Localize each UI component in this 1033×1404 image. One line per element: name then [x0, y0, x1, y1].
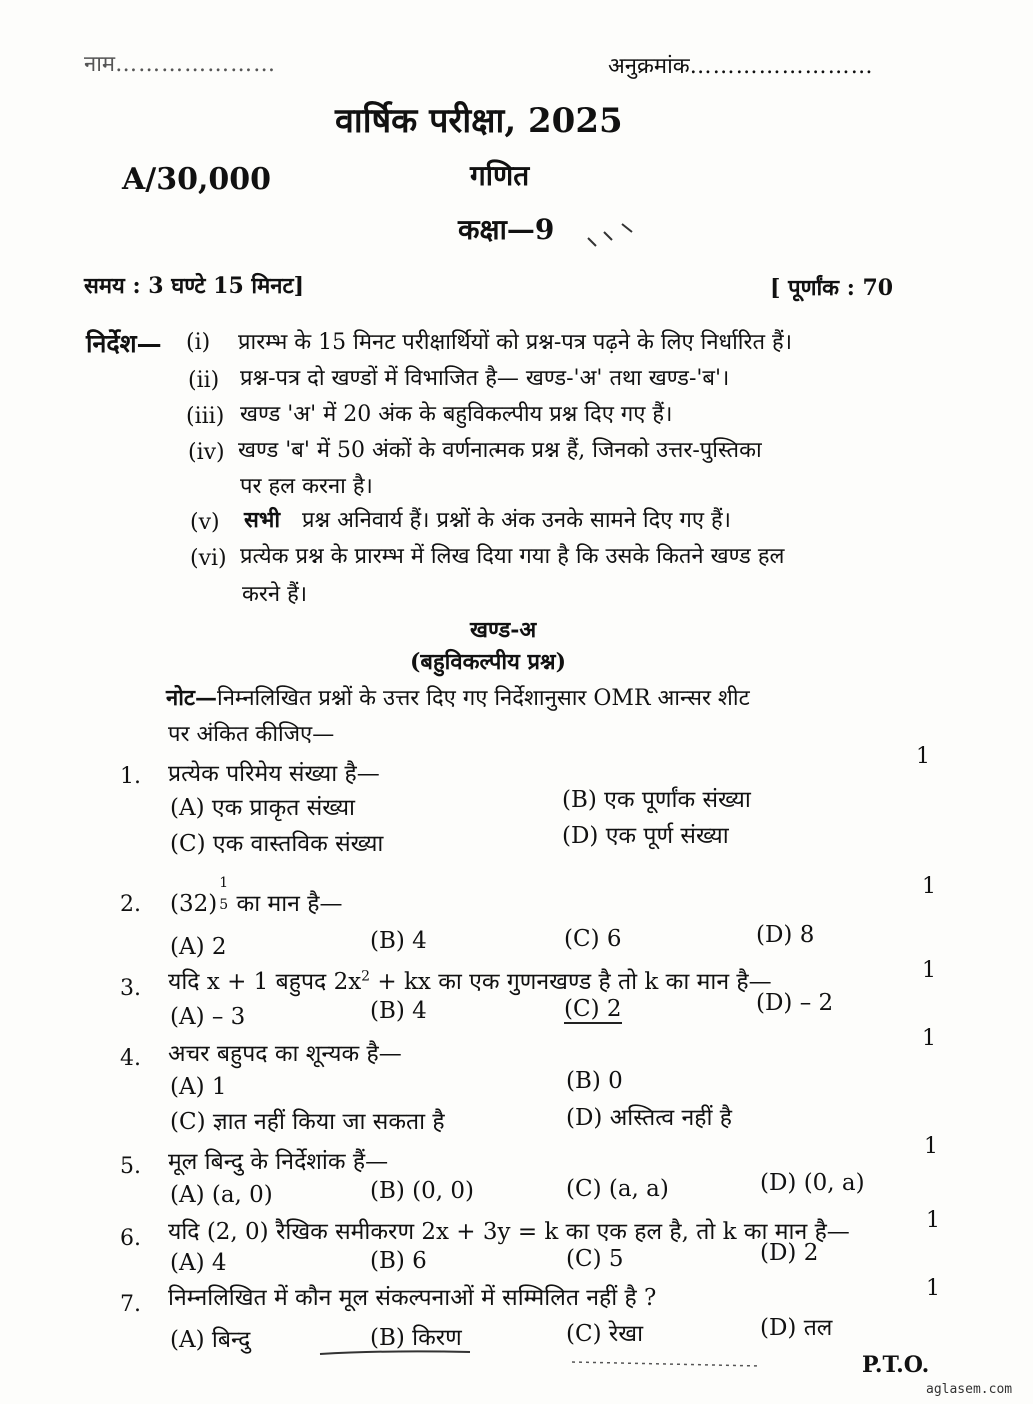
class-label: कक्षा—9	[458, 213, 555, 246]
instruction-num: (iv)	[188, 440, 225, 465]
instruction-text: प्रश्न-पत्र दो खण्डों में विभाजित है— खण्ड-'अ' तथा खण्ड-'ब'।	[240, 366, 730, 391]
question-number: 2.	[120, 892, 141, 917]
name-blank: …………………	[115, 52, 277, 77]
question-marks: 1	[922, 958, 936, 983]
paper-code: A/30,000	[122, 162, 272, 197]
exam-title: वार्षिक परीक्षा, 2025	[335, 101, 623, 141]
option-c: (C) (a, a)	[566, 1176, 669, 1202]
option-d: (D) तल	[760, 1315, 833, 1341]
dotted-stroke	[572, 1362, 760, 1366]
time-allowed: समय : 3 घण्टे 15 मिनट]	[84, 273, 304, 299]
question-text: प्रत्येक परिमेय संख्या है—	[168, 761, 380, 787]
instruction-text: खण्ड 'ब' में 50 अंकों के वर्णनात्मक प्रश्न हैं, जिनको उत्तर-पुस्तिका	[238, 438, 762, 463]
option-a: (A) बिन्दु	[170, 1327, 251, 1353]
instruction-text-cont: पर हल करना है।	[240, 474, 373, 499]
option-d: (D) एक पूर्ण संख्या	[562, 823, 729, 849]
instruction-text: प्रारम्भ के 15 मिनट परीक्षार्थियों को प्रश्न-पत्र पढ़ने के लिए निर्धारित हैं।	[238, 330, 793, 355]
max-marks: [ पूर्णांक : 70	[770, 275, 894, 301]
name-label-text: नाम	[84, 52, 116, 77]
question-number: 5.	[120, 1154, 141, 1179]
question-number: 6.	[120, 1226, 141, 1251]
question-text-part: यदि x + 1 बहुपद 2x	[168, 969, 362, 995]
question-number: 4.	[120, 1046, 141, 1071]
question-marks: 1	[926, 1208, 940, 1233]
fraction-denominator: 5	[219, 897, 229, 913]
option-b: (B) 4	[370, 928, 427, 954]
underline-stroke	[320, 1351, 470, 1354]
option-b: (B) (0, 0)	[370, 1178, 474, 1204]
option-c: (C) ज्ञात नहीं किया जा सकता है	[170, 1109, 445, 1135]
option-a: (A) (a, 0)	[170, 1182, 273, 1208]
option-a: (A) 4	[170, 1250, 227, 1276]
instruction-num: (ii)	[188, 368, 220, 393]
option-a: (A) 1	[170, 1074, 227, 1100]
option-a: (A) एक प्राकृत संख्या	[170, 795, 355, 821]
instruction-num: (i)	[186, 330, 211, 355]
instruction-num: (iii)	[186, 404, 225, 429]
question-text: यदि (2, 0) रैखिक समीकरण 2x + 3y = k का एक हल है, तो k का मान है—	[168, 1219, 850, 1245]
option-d: (D) – 2	[756, 990, 834, 1016]
option-b: (B) 0	[566, 1068, 623, 1094]
question-marks: 1	[922, 874, 936, 899]
question-marks: 1	[924, 1134, 938, 1159]
note-text: निम्नलिखित प्रश्नों के उत्तर दिए गए निर्देशानुसार OMR आन्सर शीट	[217, 686, 750, 711]
option-a: (A) – 3	[170, 1004, 246, 1030]
option-c: (C) 2	[564, 996, 622, 1022]
option-c: (C) रेखा	[566, 1321, 644, 1347]
option-c: (C) एक वास्तविक संख्या	[170, 831, 384, 857]
instruction-text: खण्ड 'अ' में 20 अंक के बहुविकल्पीय प्रश्न दिए गए हैं।	[240, 402, 673, 427]
option-a: (A) 2	[170, 934, 227, 960]
question-text: निम्नलिखित में कौन मूल संकल्पनाओं में सम्मिलित नहीं है ?	[168, 1285, 657, 1311]
instruction-text: प्रत्येक प्रश्न के प्रारम्भ में लिख दिया गया है कि उसके कितने खण्ड हल	[240, 544, 785, 569]
option-d: (D) 8	[756, 922, 815, 948]
pto-label: P.T.O.	[862, 1352, 930, 1378]
option-d: (D) अस्तित्व नहीं है	[566, 1105, 732, 1131]
subject: गणित	[470, 159, 530, 192]
instruction-num: (vi)	[190, 546, 227, 571]
section-subtitle: (बहुविकल्पीय प्रश्न)	[410, 649, 567, 675]
note-text-cont: पर अंकित कीजिए—	[168, 722, 335, 747]
question-text-rest: का मान है—	[236, 891, 343, 917]
question-marks: 1	[926, 1276, 940, 1301]
tick-strokes	[588, 224, 632, 246]
option-c: (C) 6	[564, 926, 622, 952]
option-d: (D) 2	[760, 1240, 819, 1266]
option-b: (B) एक पूर्णांक संख्या	[562, 787, 751, 813]
question-text: मूल बिन्दु के निर्देशांक हैं—	[168, 1149, 389, 1175]
option-c: (C) 5	[566, 1246, 624, 1272]
instruction-text-bold: सभी	[244, 507, 281, 533]
question-base: (32)	[170, 891, 218, 917]
fraction-numerator: 1	[219, 875, 229, 891]
question-marks: 1	[922, 1026, 936, 1051]
instruction-text-cont: करने हैं।	[242, 582, 308, 607]
roll-label-text: अनुक्रमांक	[608, 54, 690, 79]
question-text: अचर बहुपद का शून्यक है—	[168, 1041, 402, 1067]
instruction-text: प्रश्न अनिवार्य हैं। प्रश्नों के अंक उनके सामने दिए गए हैं।	[302, 508, 732, 533]
note-label: नोट—	[166, 685, 217, 711]
watermark: aglasem.com	[926, 1382, 1013, 1397]
section-title: खण्ड-अ	[470, 617, 537, 643]
question-text-part: + kx का एक गुणनखण्ड है तो k का मान है—	[370, 969, 772, 995]
instructions-heading: निर्देश—	[86, 329, 162, 358]
option-b: (B) 4	[370, 998, 427, 1024]
question-number: 1.	[120, 764, 141, 789]
option-b: (B) किरण	[370, 1325, 462, 1351]
roll-blank: ……………………	[689, 54, 874, 79]
question-number: 3.	[120, 976, 141, 1001]
exponent: 2	[361, 968, 371, 985]
question-marks: 1	[916, 744, 930, 769]
instruction-num: (v)	[190, 510, 220, 535]
option-b: (B) 6	[370, 1248, 427, 1274]
option-d: (D) (0, a)	[760, 1170, 865, 1196]
question-number: 7.	[120, 1292, 141, 1317]
